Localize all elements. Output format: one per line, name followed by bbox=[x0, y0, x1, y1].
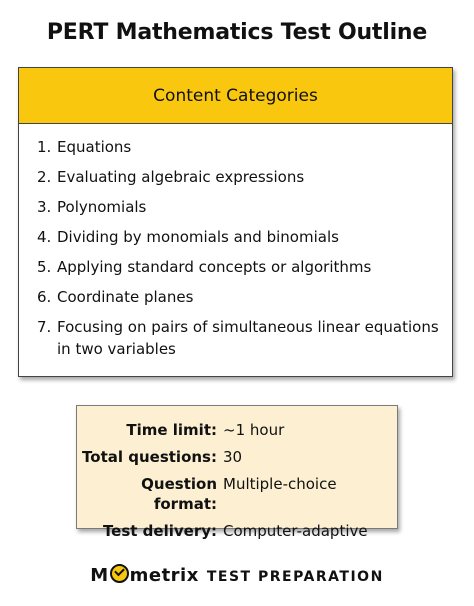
info-value: Multiple-choice bbox=[223, 475, 337, 493]
item-text: Equations bbox=[57, 138, 132, 156]
list-item bbox=[19, 166, 452, 188]
info-label: Time limit: bbox=[126, 421, 217, 439]
info-row-question-format bbox=[77, 474, 397, 514]
list-item bbox=[19, 256, 452, 278]
item-number: 6. bbox=[37, 288, 52, 306]
item-number: 7. bbox=[37, 318, 52, 336]
page-title: PERT Mathematics Test Outline bbox=[46, 20, 428, 45]
brand-logo bbox=[0, 564, 474, 586]
item-number: 4. bbox=[37, 228, 52, 246]
list-item bbox=[19, 136, 452, 158]
list-item bbox=[19, 196, 452, 218]
item-number: 5. bbox=[37, 258, 52, 276]
item-number: 1. bbox=[37, 138, 52, 156]
info-row-test-delivery bbox=[77, 521, 397, 541]
content-categories-panel bbox=[18, 67, 453, 377]
info-value: ~1 hour bbox=[223, 421, 285, 439]
content-categories-list bbox=[19, 124, 452, 360]
checkmark-circle-icon bbox=[110, 564, 129, 583]
brand-tagline: TEST PREPARATION bbox=[206, 569, 384, 585]
content-categories-header: Content Categories bbox=[19, 68, 452, 124]
info-value: 30 bbox=[223, 448, 243, 466]
list-item bbox=[19, 316, 452, 360]
test-info-panel bbox=[76, 405, 398, 540]
info-label: Total questions: bbox=[82, 448, 217, 466]
item-text: Dividing by monomials and binomials bbox=[57, 228, 339, 246]
brand-name: M metrix bbox=[90, 565, 199, 586]
info-label: Test delivery: bbox=[102, 522, 217, 540]
item-text: Applying standard concepts or algorithms bbox=[57, 258, 372, 276]
item-number: 3. bbox=[37, 198, 52, 216]
info-label: Question format: bbox=[141, 475, 217, 513]
list-item bbox=[19, 226, 452, 248]
item-text: Evaluating algebraic expressions bbox=[57, 168, 305, 186]
item-text: Polynomials bbox=[57, 198, 147, 216]
item-number: 2. bbox=[37, 168, 52, 186]
info-value: Computer-adaptive bbox=[223, 522, 368, 540]
item-text: Focusing on pairs of simultaneous linear equations in two variables bbox=[57, 318, 439, 358]
list-item bbox=[19, 286, 452, 308]
info-row-total-questions bbox=[77, 447, 397, 467]
item-text: Coordinate planes bbox=[57, 288, 194, 306]
info-row-time-limit bbox=[77, 420, 397, 440]
